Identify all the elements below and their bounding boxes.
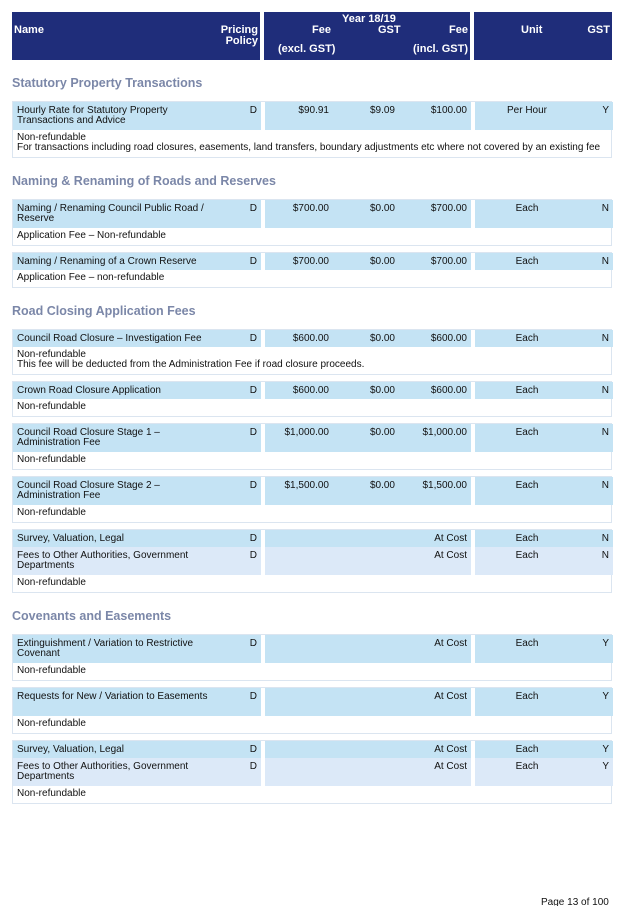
table-row — [13, 547, 611, 575]
note-text: Non-refundable — [17, 577, 86, 588]
header-incl-gst: (incl. GST) — [413, 43, 468, 55]
unit: Per Hour — [506, 105, 547, 116]
fee-name: Survey, Valuation, Legal — [17, 533, 124, 544]
fee-notes — [13, 663, 611, 680]
unit-gst: N — [601, 480, 609, 491]
fee-block — [12, 634, 612, 681]
header-unit-cell — [474, 12, 612, 60]
pricing-policy: D — [249, 333, 257, 344]
header-unit: Unit — [521, 24, 543, 36]
fee-block — [12, 740, 612, 804]
fee-excl-gst: $700.00 — [292, 203, 329, 214]
fee-block — [12, 381, 612, 417]
gst-amount: $9.09 — [369, 105, 395, 116]
fee-notes — [13, 575, 611, 592]
table-row — [13, 330, 611, 347]
section-title: Statutory Property Transactions — [12, 76, 203, 90]
header-name-cell — [12, 12, 260, 60]
fee-name: Survey, Valuation, Legal — [17, 744, 124, 755]
unit: Each — [515, 427, 539, 438]
fee-incl-gst: $600.00 — [430, 385, 467, 396]
fee-notes — [13, 270, 611, 287]
page-number: Page 13 of 100 — [541, 897, 609, 906]
gst-amount: $0.00 — [369, 333, 395, 344]
pricing-policy: D — [249, 203, 257, 214]
table-row — [13, 635, 611, 663]
fee-name: Requests for New / Variation to Easements — [17, 691, 208, 702]
header-fee: Fee — [312, 24, 331, 36]
fee-excl-gst: $600.00 — [292, 333, 329, 344]
fee-block — [12, 687, 612, 734]
header-name: Name — [14, 24, 44, 36]
fee-block — [12, 476, 612, 523]
header-excl-gst: (excl. GST) — [278, 43, 336, 55]
fee-name: Extinguishment / Variation to Restrictive Covenant — [17, 638, 194, 659]
unit-gst: Y — [602, 761, 609, 772]
unit-gst: Y — [602, 638, 609, 649]
fee-name: Fees to Other Authorities, Government Departments — [17, 550, 189, 571]
unit: Each — [515, 480, 539, 491]
fee-section — [12, 171, 612, 288]
pricing-policy: D — [249, 744, 257, 755]
fee-notes — [13, 399, 611, 416]
header-pricing: Pricing — [220, 24, 258, 36]
unit-gst: N — [601, 427, 609, 438]
fee-block — [12, 252, 612, 288]
table-row — [13, 382, 611, 399]
note-text: Application Fee – non-refundable — [17, 272, 165, 283]
fee-incl-gst: $600.00 — [430, 333, 467, 344]
fee-notes — [13, 228, 611, 245]
fee-name: Fees to Other Authorities, Government Departments — [17, 761, 189, 782]
fee-excl-gst: $1,500.00 — [284, 480, 329, 491]
unit: Each — [515, 256, 539, 267]
note-text: Non-refundable — [17, 507, 86, 518]
fee-excl-gst: $1,000.00 — [284, 427, 329, 438]
fee-incl-gst: $1,500.00 — [422, 480, 467, 491]
fee-incl-gst: At Cost — [434, 744, 467, 755]
fee-block — [12, 329, 612, 375]
pricing-policy: D — [249, 480, 257, 491]
fee-name: Naming / Renaming of a Crown Reserve — [17, 256, 197, 267]
fee-incl-gst: $1,000.00 — [422, 427, 467, 438]
pricing-policy: D — [249, 550, 257, 561]
unit-gst: N — [601, 385, 609, 396]
unit-gst: Y — [602, 744, 609, 755]
pricing-policy: D — [249, 761, 257, 772]
gst-amount: $0.00 — [369, 203, 395, 214]
table-header — [12, 12, 612, 60]
note-text: For transactions including road closures, easements, land transfers, boundary adjustments etc where not covered by an existing fee — [17, 142, 601, 153]
fee-incl-gst: $700.00 — [430, 203, 467, 214]
fee-incl-gst: At Cost — [434, 761, 467, 772]
header-policy: Policy — [225, 35, 258, 47]
fee-incl-gst: At Cost — [434, 533, 467, 544]
gst-amount: $0.00 — [369, 256, 395, 267]
fee-section — [12, 301, 612, 593]
table-row — [13, 424, 611, 452]
pricing-policy: D — [249, 256, 257, 267]
note-text: Non-refundable — [17, 718, 86, 729]
fee-notes — [13, 452, 611, 469]
fee-incl-gst: At Cost — [434, 638, 467, 649]
note-text: Non-refundable — [17, 454, 86, 465]
fee-block — [12, 101, 612, 158]
table-row — [13, 530, 611, 547]
note-text: Non-refundable — [17, 401, 86, 412]
fee-excl-gst: $600.00 — [292, 385, 329, 396]
unit-gst: Y — [602, 105, 609, 116]
table-row — [13, 741, 611, 758]
header-fees-cell — [264, 12, 470, 60]
unit-gst: N — [601, 333, 609, 344]
table-row — [13, 200, 611, 228]
unit: Each — [515, 385, 539, 396]
section-title: Naming & Renaming of Roads and Reserves — [12, 174, 276, 188]
header-unit-gst: GST — [587, 24, 610, 36]
table-row — [13, 102, 611, 130]
pricing-policy: D — [249, 105, 257, 116]
fee-name: Naming / Renaming Council Public Road / Reserve — [17, 203, 204, 224]
note-text: Non-refundable — [17, 349, 86, 360]
fee-excl-gst: $700.00 — [292, 256, 329, 267]
fee-block — [12, 199, 612, 246]
pricing-policy: D — [249, 638, 257, 649]
section-title: Covenants and Easements — [12, 609, 172, 623]
fee-name: Council Road Closure Stage 2 – Administration Fee — [17, 480, 160, 501]
table-row — [13, 253, 611, 270]
fee-incl-gst: At Cost — [434, 550, 467, 561]
table-row — [13, 688, 611, 716]
fee-table — [12, 60, 612, 810]
fee-notes — [13, 716, 611, 733]
unit-gst: N — [601, 533, 609, 544]
pricing-policy: D — [249, 691, 257, 702]
fee-name: Crown Road Closure Application — [17, 385, 161, 396]
note-text: Application Fee – Non-refundable — [17, 230, 166, 241]
pricing-policy: D — [249, 385, 257, 396]
unit: Each — [515, 744, 539, 755]
fee-name: Council Road Closure Stage 1 – Administration Fee — [17, 427, 160, 448]
fee-notes — [13, 347, 611, 374]
unit: Each — [515, 638, 539, 649]
gst-amount: $0.00 — [369, 480, 395, 491]
note-text: Non-refundable — [17, 788, 86, 799]
fee-section — [12, 73, 612, 158]
header-gst: GST — [378, 24, 401, 36]
fee-name: Hourly Rate for Statutory Property Transactions and Advice — [17, 105, 168, 126]
unit: Each — [515, 691, 539, 702]
fee-name: Council Road Closure – Investigation Fee — [17, 333, 202, 344]
gst-amount: $0.00 — [369, 427, 395, 438]
pricing-policy: D — [249, 427, 257, 438]
note-text: Non-refundable — [17, 665, 86, 676]
header-fee-incl: Fee — [449, 24, 468, 36]
fee-notes — [13, 505, 611, 522]
unit-gst: Y — [602, 691, 609, 702]
unit: Each — [515, 550, 539, 561]
fee-notes — [13, 130, 611, 157]
unit: Each — [515, 533, 539, 544]
pricing-policy: D — [249, 533, 257, 544]
unit-gst: N — [601, 256, 609, 267]
unit: Each — [515, 333, 539, 344]
note-text: Non-refundable — [17, 132, 86, 143]
gst-amount: $0.00 — [369, 385, 395, 396]
fee-incl-gst: $100.00 — [430, 105, 467, 116]
unit-gst: N — [601, 550, 609, 561]
section-title: Road Closing Application Fees — [12, 304, 196, 318]
fee-excl-gst: $90.91 — [298, 105, 329, 116]
unit: Each — [515, 761, 539, 772]
header-year: Year 18/19 — [342, 13, 396, 25]
unit-gst: N — [601, 203, 609, 214]
fee-incl-gst: $700.00 — [430, 256, 467, 267]
fee-notes — [13, 786, 611, 803]
unit: Each — [515, 203, 539, 214]
table-row — [13, 477, 611, 505]
table-row — [13, 758, 611, 786]
fee-section — [12, 606, 612, 804]
fee-block — [12, 529, 612, 593]
note-text: This fee will be deducted from the Administration Fee if road closure proceeds. — [17, 359, 365, 370]
fee-incl-gst: At Cost — [434, 691, 467, 702]
fee-block — [12, 423, 612, 470]
